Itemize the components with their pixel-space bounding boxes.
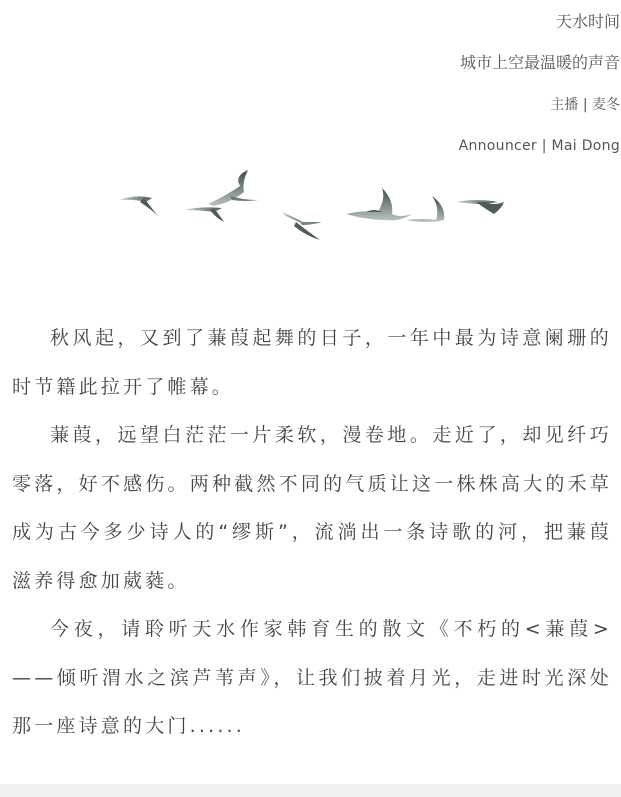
bird-2-icon (184, 170, 258, 222)
host-credit: 主播 | 麦冬 (550, 97, 620, 113)
article-paragraph: 今夜，请聆听天水作家韩育生的散文《不朽的<蒹葭>——倾听渭水之滨芦苇声》，让我们披着月光，走进时光深处那一座诗意的大门...... (12, 618, 612, 737)
flying-birds-icon (110, 168, 510, 248)
bird-4-icon (346, 188, 412, 220)
program-subtitle: 城市上空最温暖的声音 (459, 53, 620, 72)
bottom-divider (0, 784, 621, 797)
announcer-credit: Announcer | Mai Dong (458, 138, 620, 154)
bird-1-icon (120, 196, 158, 216)
bird-5-icon (406, 196, 444, 222)
program-title: 天水时间 (555, 12, 620, 31)
bird-6-icon (456, 200, 504, 214)
article-body (12, 314, 612, 751)
article-paragraph: 蒹葭，远望白茫茫一片柔软，漫卷地。走近了，却见纤巧零落，好不感伤。两种截然不同的气质让这一株株高大的禾草成为古今多少诗人的“缪斯”，流淌出一条诗歌的河，把蒹葭滋养得愈加葳蕤。 (12, 424, 612, 592)
article-paragraph: 秋风起，又到了蒹葭起舞的日子，一年中最为诗意阑珊的时节籍此拉开了帷幕。 (12, 327, 612, 398)
bird-3-icon (282, 212, 322, 240)
